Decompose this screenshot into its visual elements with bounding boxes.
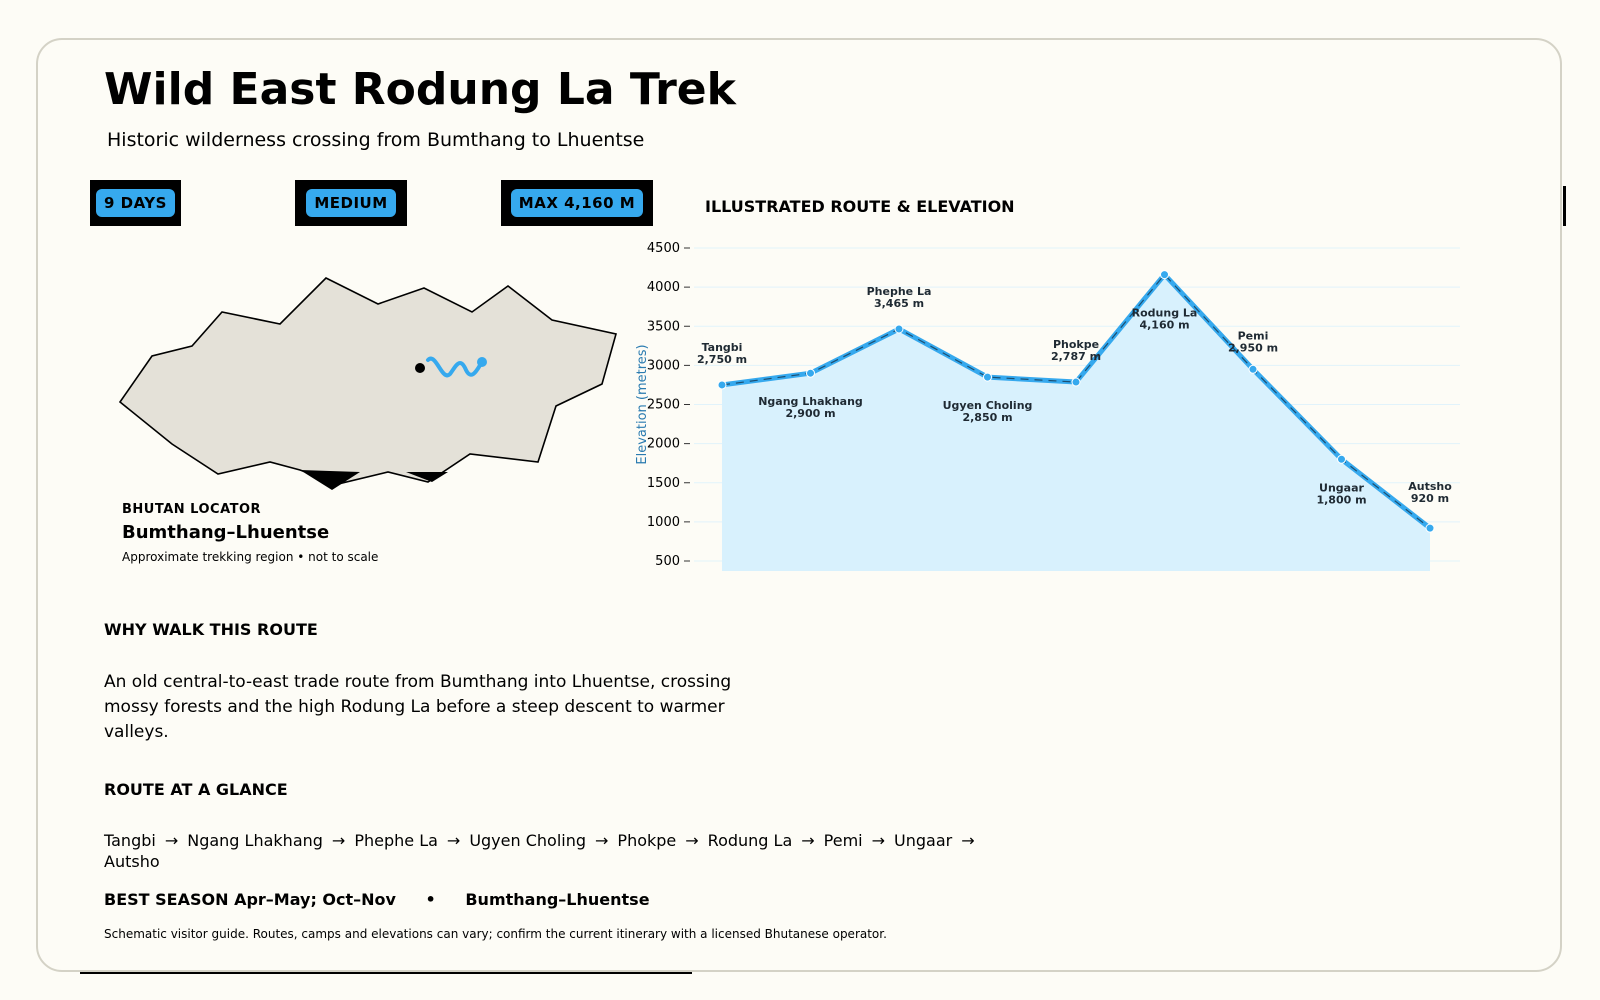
stop-name-label: Tangbi (701, 340, 743, 354)
stop-name-label: Ngang Lhakhang (758, 395, 863, 409)
elevation-value-label: 2,950 m (1227, 341, 1279, 355)
elevation-point (1249, 365, 1257, 373)
route-arrow-icon: → (446, 831, 461, 850)
stop-name-label: Pemi (1237, 329, 1269, 343)
y-tick-label: 1000 (646, 514, 680, 530)
elevation-value-label: 3,465 m (873, 296, 925, 310)
route-arrow-icon: → (801, 831, 815, 850)
elevation-point (1338, 455, 1346, 463)
elevation-value-label: 1,800 m (1316, 493, 1367, 507)
route-stop-name: Autsho (104, 852, 160, 871)
elevation-value-label: 4,160 m (1139, 318, 1190, 332)
edge-rule (1563, 186, 1566, 226)
locator-region-name: Bumthang–Lhuentse (122, 522, 330, 543)
elevation-point (1426, 524, 1434, 532)
max-altitude-badge (501, 180, 653, 226)
elevation-point (718, 381, 726, 389)
route-stop-list (104, 830, 1004, 872)
y-tick-label: 4500 (646, 241, 680, 256)
route-arrow-icon: → (331, 831, 346, 850)
start-marker-icon (415, 363, 425, 373)
season-label: BEST SEASON (104, 890, 229, 909)
route-arrow-icon: → (685, 831, 699, 850)
route-stop (708, 831, 824, 850)
stop-name-label: Rodung La (1131, 306, 1198, 320)
page-title: Wild East Rodung La Trek (104, 64, 736, 115)
route-arrow-icon: → (164, 831, 179, 850)
route-stop-name: Phokpe (617, 831, 677, 850)
stop-name-label: Phokpe (1052, 338, 1100, 352)
elevation-value-label: 920 m (1410, 492, 1450, 506)
route-stop-name: Ngang Lhakhang (187, 831, 323, 850)
locator-label: BHUTAN LOCATOR (122, 502, 262, 517)
route-stop-name: Ugyen Choling (469, 831, 587, 850)
y-tick-label: 3500 (646, 319, 680, 335)
elevation-value-label: 2,750 m (696, 352, 748, 366)
elevation-value-label: 2,787 m (1050, 350, 1102, 364)
end-marker-icon (477, 357, 487, 367)
season-region: Bumthang–Lhuentse (465, 890, 650, 909)
stop-name-label: Phephe La (866, 284, 932, 298)
route-stop (469, 831, 617, 850)
difficulty-badge-label: MEDIUM (306, 189, 395, 217)
bottom-rule (80, 972, 692, 974)
route-stop (104, 852, 160, 871)
route-stop (354, 831, 469, 850)
elevation-point (1161, 271, 1169, 279)
y-axis-label: Elevation (metres) (635, 344, 650, 465)
route-stop (187, 831, 354, 850)
disclaimer: Schematic visitor guide. Routes, camps and elevations can vary; confirm the current itinerary with a licensed Bhutanese operator. (104, 927, 887, 941)
days-badge (90, 180, 181, 226)
elevation-point (1072, 378, 1080, 386)
glance-heading: ROUTE AT A GLANCE (104, 780, 288, 799)
route-stop (617, 831, 707, 850)
route-stop (894, 831, 984, 850)
stop-name-label: Ungaar (1319, 481, 1364, 495)
locator-note: Approximate trekking region • not to scale (122, 550, 379, 564)
days-badge-label: 9 DAYS (96, 189, 175, 217)
stop-name-label: Ugyen Choling (942, 399, 1033, 413)
stop-name-label: Autsho (1408, 480, 1452, 494)
elevation-point (984, 373, 992, 381)
y-tick-label: 2000 (646, 436, 680, 452)
route-arrow-icon: → (871, 831, 886, 850)
route-stop-name: Ungaar (894, 831, 953, 850)
elevation-point (807, 369, 815, 377)
route-arrow-icon: → (595, 831, 609, 850)
route-stop (104, 831, 187, 850)
route-stop-name: Tangbi (104, 831, 156, 850)
bhutan-locator-map (110, 270, 640, 510)
y-tick-label: 1500 (646, 475, 680, 491)
max-altitude-badge-label: MAX 4,160 M (511, 189, 643, 217)
y-tick-label: 4000 (646, 280, 680, 296)
y-tick-label: 2500 (646, 397, 680, 413)
y-tick-label: 500 (655, 554, 680, 569)
season-separator: • (425, 890, 436, 909)
route-stop (824, 831, 894, 850)
season-line (104, 890, 650, 910)
route-stop-name: Rodung La (707, 831, 793, 850)
page-subtitle: Historic wilderness crossing from Bumthang to Lhuentse (107, 129, 645, 151)
y-tick-label: 3000 (646, 358, 680, 374)
route-stop-name: Phephe La (354, 831, 438, 850)
route-arrow-icon: → (961, 831, 975, 850)
route-stop-name: Pemi (823, 831, 863, 850)
elevation-point (895, 325, 903, 333)
why-description: An old central-to-east trade route from Bumthang into Lhuentse, crossing mossy forests and the high Rodung La before a steep descent to warmer valleys. (104, 672, 732, 742)
route-elevation-heading: ILLUSTRATED ROUTE & ELEVATION (705, 197, 1015, 216)
elevation-area (722, 275, 1430, 571)
why-heading: WHY WALK THIS ROUTE (104, 620, 318, 639)
difficulty-badge (295, 180, 407, 226)
season-value: Apr–May; Oct–Nov (234, 890, 396, 909)
elevation-value-label: 2,850 m (962, 411, 1013, 425)
elevation-chart (630, 236, 1490, 576)
elevation-value-label: 2,900 m (785, 407, 836, 421)
bhutan-outline (120, 278, 616, 484)
